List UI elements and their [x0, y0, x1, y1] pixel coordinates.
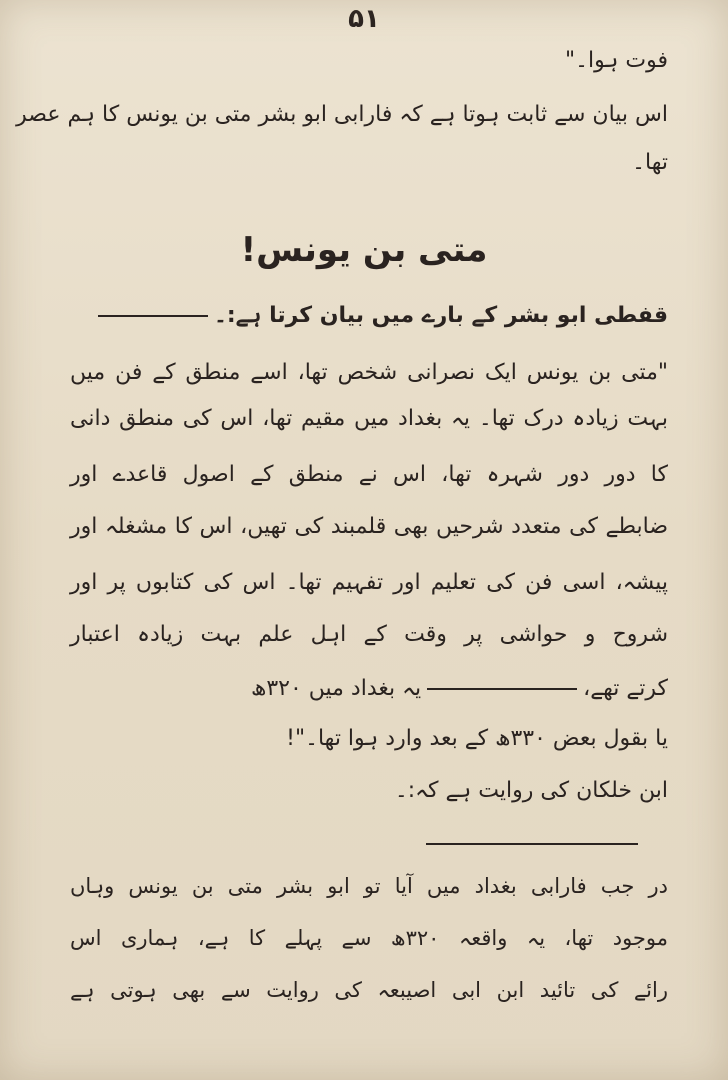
quote-line-6: شروح و حواشی پر وقت کے اہل علم بہت زیادہ اعتبار	[70, 622, 668, 647]
footnote-line-3: رائے کی تائید ابن ابی اصیبعہ کی روایت سے بھی ہوتی ہے	[70, 978, 668, 1002]
quote-line-4: ضابطے کی متعدد شرحیں بھی قلمبند کی تھیں، اس کا مشغلہ اور	[70, 514, 668, 539]
intro-line-2: اس بیان سے ثابت ہوتا ہے کہ فارابی ابو بشر متی بن یونس کا ہم عصر	[16, 102, 668, 127]
section-heading: متی بن یونس!	[240, 230, 488, 270]
page-number: ۵۱	[348, 4, 380, 34]
footnote-line-1: در جب فارابی بغداد میں آیا تو ابو بشر متی بن یونس وہاں	[70, 874, 668, 898]
subheading-text: قفطی ابو بشر کے بارے میں بیان کرتا ہے:۔	[213, 303, 668, 328]
quote-line-9: ابن خلکان کی روایت ہے کہ:۔	[394, 778, 668, 803]
footnote-line-2: موجود تھا، یہ واقعہ ۳۲۰ھ سے پہلے کا ہے، ہماری اس	[70, 926, 669, 950]
blank-line	[427, 688, 577, 690]
quote-line-2: بہت زیادہ درک تھا۔ یہ بغداد میں مقیم تھا، اس کی منطق دانی	[70, 406, 668, 431]
quote-line-8: یا بقول بعض ۳۳۰ھ کے بعد وارد ہوا تھا۔"!	[286, 726, 668, 751]
intro-line-1: فوت ہوا۔"	[565, 48, 668, 73]
section-subheading	[98, 303, 668, 328]
quote-line-5: پیشہ، اسی فن کی تعلیم اور تفہیم تھا۔ اس کی کتابوں پر اور	[70, 570, 668, 595]
quote-line-1: "متی بن یونس ایک نصرانی شخص تھا، اسے منطق کے فن میں	[70, 360, 668, 385]
quote-line-7	[110, 676, 668, 702]
quote-line-7-end: یہ بغداد میں ۳۲۰ھ	[250, 676, 422, 701]
subheading-underline	[98, 315, 208, 317]
quote-line-3: کا دور دور شہرہ تھا، اس نے منطق کے اصول قاعدے اور	[70, 462, 668, 487]
footnote-divider	[426, 843, 638, 845]
intro-line-3: تھا۔	[632, 150, 668, 175]
quote-line-7-start: کرتے تھے،	[583, 676, 668, 701]
